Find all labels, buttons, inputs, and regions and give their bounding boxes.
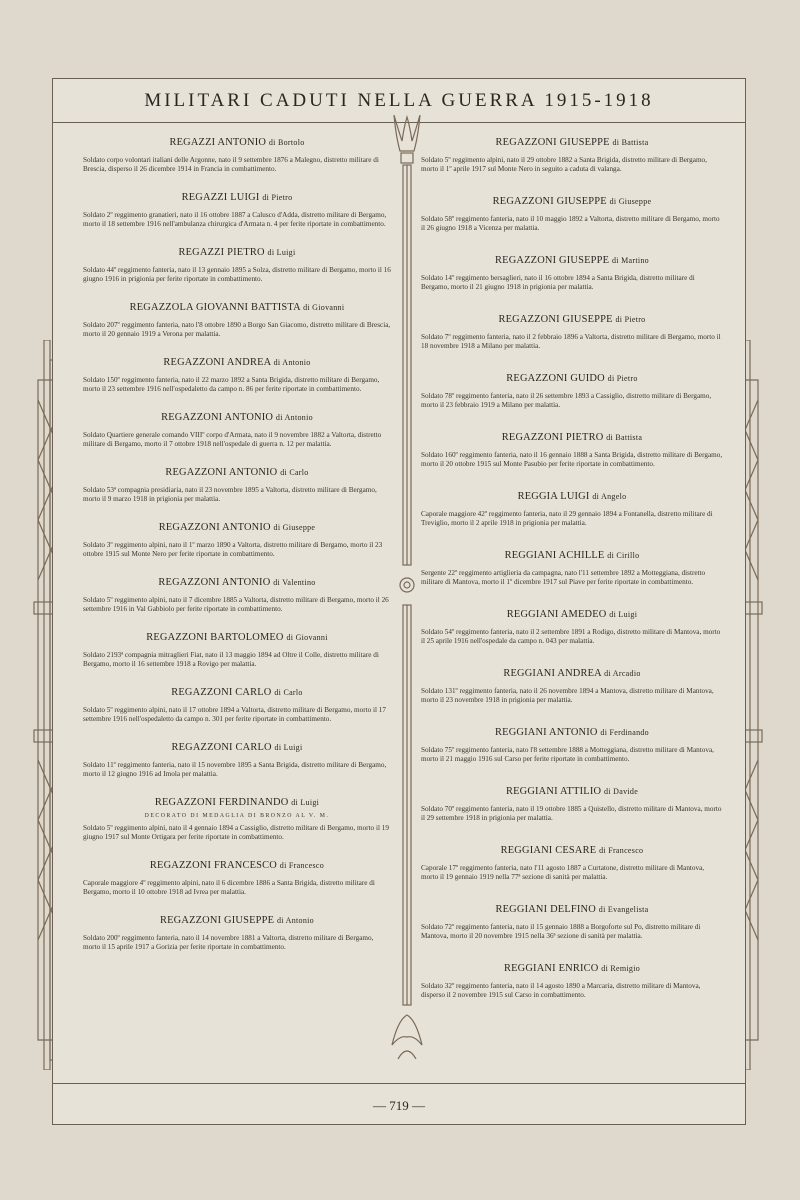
list-item	[421, 786, 723, 823]
entry-text: Soldato 200º reggimento fanteria, nato il 14 novembre 1881 a Valtorta, distretto militare di Bergamo, morto il 15 aprile 1917 a Gorizia per ferite riportate in combattimento.	[83, 934, 374, 951]
list-item	[83, 797, 391, 842]
list-item	[83, 687, 391, 724]
entry-name: REGGIANI ENRICO di Remigio	[503, 963, 641, 974]
list-item	[83, 467, 391, 504]
entry-text: Soldato 160º reggimento fanteria, nato il 16 gennaio 1888 a Santa Brigida, distretto militare di Bergamo, morto il 20 ottobre 1915 sul Monte Pasubio per ferite riportate in combattimento.	[421, 451, 723, 468]
list-item	[83, 247, 391, 284]
entry-name: REGGIANI AMEDEO di Luigi	[506, 609, 638, 620]
left-column	[83, 137, 391, 952]
entry-name: REGGIA LUIGI di Angelo	[517, 491, 627, 502]
entry-name: REGAZZONI FERDINANDO di Luigi	[154, 797, 320, 808]
entry-name: REGAZZI ANTONIO di Bortolo	[169, 137, 305, 148]
list-item	[83, 742, 391, 779]
entry-text: Soldato 3º reggimento alpini, nato il 1º marzo 1890 a Valtorta, distretto militare di Bergamo, morto il 23 ottobre 1915 sul Monte Nero per ferite riportate in combattimento.	[83, 541, 383, 558]
list-item	[421, 432, 723, 469]
entry-name: REGAZZONI ANTONIO di Antonio	[161, 412, 313, 423]
entry-name: REGAZZONI GIUSEPPE di Giuseppe	[492, 196, 652, 207]
entry-text: Soldato 5º reggimento alpini, nato il 4 gennaio 1894 a Cassiglio, distretto militare di Bergamo, morto il 19 giugno 1917 sul Monte Ortigara per ferite riportate in combattimento.	[83, 824, 389, 841]
entry-name: REGAZZONI GIUSEPPE di Pietro	[498, 314, 646, 325]
entry-name: REGGIANI ANTONIO di Ferdinando	[495, 727, 649, 738]
list-item	[421, 255, 723, 292]
list-item	[83, 137, 391, 174]
entry-name: REGAZZONI ANTONIO di Carlo	[165, 467, 309, 478]
entry-name: REGAZZONI CARLO di Luigi	[171, 742, 303, 753]
entry-text: Soldato 150º reggimento fanteria, nato il 22 marzo 1892 a Santa Brigida, distretto militare di Bergamo, morto il 23 settembre 1916 nell'ospedaletto da campo n. 86 per ferite riportate in combattimento.	[83, 376, 380, 393]
list-item	[83, 522, 391, 559]
list-item	[83, 632, 391, 669]
entry-text: Soldato 2º reggimento granatieri, nato il 16 ottobre 1887 a Calusco d'Adda, distretto militare di Bergamo, morto il 18 settembre 1916 nell'ambulanza chirurgica d'Armata n. 4 per ferite riportate in combattimento.	[83, 211, 387, 228]
entry-text: Soldato 32º reggimento fanteria, nato il 14 agosto 1890 a Marcaria, distretto militare di Mantova, disperso il 2 novembre 1915 sul Carso in combattimento.	[421, 982, 701, 999]
list-item	[83, 302, 391, 339]
list-item	[421, 963, 723, 1000]
list-item	[421, 373, 723, 410]
entry-name: REGAZZONI CARLO di Carlo	[171, 687, 303, 698]
entry-name: REGAZZONI GIUSEPPE di Martino	[495, 255, 649, 266]
page-frame	[52, 78, 746, 1125]
entry-text: Soldato 7º reggimento fanteria, nato il 2 febbraio 1896 a Valtorta, distretto militare di Bergamo, morto il 18 novembre 1918 a Milano per malattia.	[421, 333, 721, 350]
entry-name: REGAZZI LUIGI di Pietro	[181, 192, 293, 203]
entry-name: REGAZZONI BARTOLOMEO di Giovanni	[146, 632, 328, 643]
entry-text: Caporale 17º reggimento fanteria, nato l'11 agosto 1887 a Curtatone, distretto militare di Mantova, morto il 19 gennaio 1919 nella 77ª sezione di sanità per malattia.	[421, 864, 705, 881]
page-number: — 719 —	[373, 1098, 425, 1113]
entry-name: REGAZZONI PIETRO di Battista	[501, 432, 643, 443]
list-item	[421, 550, 723, 587]
entry-name: REGAZZONI ANTONIO di Giuseppe	[158, 522, 316, 533]
page-title: MILITARI CADUTI NELLA GUERRA 1915-1918	[144, 89, 654, 111]
list-item	[421, 845, 723, 882]
list-item	[83, 192, 391, 229]
list-item	[83, 577, 391, 614]
entry-name: REGGIANI ACHILLE di Cirillo	[504, 550, 640, 561]
entry-name: REGGIANI DELFINO di Evangelista	[495, 904, 649, 915]
entry-text: Soldato 78º reggimento fanteria, nato il 26 settembre 1893 a Cassiglio, distretto militare di Bergamo, morto il 23 febbraio 1919 a Milano per malattia.	[421, 392, 712, 409]
entry-name: REGAZZOLA GIOVANNI BATTISTA di Giovanni	[129, 302, 345, 313]
medal-decoration: DECORATO DI MEDAGLIA DI BRONZO AL V. M.	[144, 813, 330, 819]
list-item	[421, 609, 723, 646]
list-item	[421, 727, 723, 764]
list-item	[83, 357, 391, 394]
entry-name: REGGIANI CESARE di Francesco	[500, 845, 644, 856]
entry-name: REGAZZI PIETRO di Luigi	[178, 247, 296, 258]
entry-text: Soldato 5º reggimento alpini, nato il 7 dicembre 1885 a Valtorta, distretto militare di Bergamo, morto il 26 settembre 1916 in Val Gabbiolo per ferite riportate in combattimento.	[83, 596, 389, 613]
entry-name: REGGIANI ANDREA di Arcadio	[503, 668, 641, 679]
entry-text: Soldato 72º reggimento fanteria, nato il 15 gennaio 1888 a Borgoforte sul Po, distretto militare di Mantova, morto il 20 novembre 1915 nella 36ª sezione di sanità per malattia.	[421, 923, 701, 940]
entry-name: REGAZZONI GUIDO di Pietro	[506, 373, 638, 384]
list-item	[83, 860, 391, 897]
entry-text: Soldato 131º reggimento fanteria, nato il 26 novembre 1894 a Mantova, distretto militare di Mantova, morto il 23 novembre 1918 in prigionia per malattia.	[421, 687, 714, 704]
entry-name: REGGIANI ATTILIO di Davide	[505, 786, 639, 797]
entry-text: Soldato 53ª compagnia presidiaria, nato il 23 novembre 1895 a Valtorta, distretto militare di Bergamo, morto il 9 marzo 1918 in prigionia per malattia.	[83, 486, 377, 503]
entry-text: Soldato 58º reggimento fanteria, nato il 10 maggio 1892 a Valtorta, distretto militare di Bergamo, morto il 26 giugno 1918 a Vicenza per malattia.	[421, 215, 720, 232]
entry-name: REGAZZONI GIUSEPPE di Battista	[495, 137, 649, 148]
list-item	[83, 412, 391, 449]
entry-text: Soldato 5º reggimento alpini, nato il 29 ottobre 1882 a Santa Brigida, distretto militare di Bergamo, morto il 1º aprile 1917 sul Monte Nero in seguito a caduta di valanga.	[421, 156, 707, 173]
list-item	[421, 196, 723, 233]
entry-text: Soldato 54º reggimento fanteria, nato il 2 settembre 1891 a Rodigo, distretto militare di Mantova, morto il 25 aprile 1916 nell'ospedale da campo n. 043 per malattia.	[421, 628, 721, 645]
entry-text: Soldato 70º reggimento fanteria, nato il 19 ottobre 1885 a Quistello, distretto militare di Mantova, morto il 29 settembre 1918 in prigionia per malattia.	[421, 805, 722, 822]
list-item	[421, 491, 723, 528]
entry-name: REGAZZONI GIUSEPPE di Antonio	[160, 915, 314, 926]
entry-text: Caporale maggiore 4º reggimento alpini, nato il 6 dicembre 1886 a Santa Brigida, distretto militare di Bergamo, morto il 10 ottobre 1918 ad Ivrea per malattia.	[83, 879, 375, 896]
entry-text: Soldato 207º reggimento fanteria, nato l'8 ottobre 1890 a Borgo San Giacomo, distretto militare di Brescia, morto il 20 gennaio 1919 a Verona per malattia.	[83, 321, 391, 338]
list-item	[421, 668, 723, 705]
list-item	[421, 137, 723, 174]
list-item	[421, 904, 723, 941]
entry-text: Sergente 22º reggimento artiglieria da campagna, nato l'11 settembre 1892 a Motteggiana, distretto militare di Mantova, morto il 1º dicembre 1917 sul Piave per ferite riportate in combattimento.	[421, 569, 706, 586]
entry-text: Caporale maggiore 42º reggimento fanteria, nato il 29 gennaio 1894 a Fontanella, distretto militare di Treviglio, morto il 2 aprile 1918 in prigionia per malattia.	[421, 510, 713, 527]
list-item	[83, 915, 391, 952]
entry-name: REGAZZONI ANDREA di Antonio	[163, 357, 311, 368]
entry-text: Soldato 75º reggimento fanteria, nato l'8 settembre 1888 a Motteggiana, distretto militare di Mantova, morto il 21 maggio 1916 sul Carso per ferite riportate in combattimento.	[421, 746, 714, 763]
entry-text: Soldato 14º reggimento bersaglieri, nato il 16 ottobre 1894 a Santa Brigida, distretto militare di Bergamo, morto il 21 giugno 1918 in prigionia per malattia.	[421, 274, 695, 291]
entry-text: Soldato corpo volontari italiani delle Argonne, nato il 9 settembre 1876 a Malegno, distretto militare di Brescia, disperso il 26 dicembre 1914 in Francia in combattimento.	[83, 156, 379, 173]
entry-text: Soldato 11º reggimento fanteria, nato il 15 novembre 1895 a Santa Brigida, distretto militare di Bergamo, morto il 12 giugno 1916 ad Imola per malattia.	[83, 761, 387, 778]
entry-text: Soldato 2193ª compagnia mitraglieri Fiat, nato il 13 maggio 1894 ad Oltre il Colle, distretto militare di Bergamo, morto il 16 settembre 1918 a Rovigo per malattia.	[83, 651, 379, 668]
entry-name: REGAZZONI FRANCESCO di Francesco	[149, 860, 325, 871]
list-item	[421, 314, 723, 351]
right-column	[421, 137, 723, 1000]
entry-text: Soldato Quartiere generale comando VIIIº corpo d'Armata, nato il 9 novembre 1882 a Valtorta, distretto militare di Bergamo, morto il 7 ottobre 1918 nell'ospedale di guerra n. 12 per malattia.	[83, 431, 382, 448]
entry-text: Soldato 5º reggimento alpini, nato il 17 ottobre 1894 a Valtorta, distretto militare di Bergamo, morto il 17 settembre 1916 nell'ospedaletto da campo n. 301 per ferite riportate in combattimento.	[83, 706, 386, 723]
entry-text: Soldato 44º reggimento fanteria, nato il 13 gennaio 1895 a Solza, distretto militare di Bergamo, morto il 16 giugno 1916 in prigionia per ferite riportate in combattimento.	[83, 266, 391, 283]
entry-name: REGAZZONI ANTONIO di Valentino	[158, 577, 316, 588]
